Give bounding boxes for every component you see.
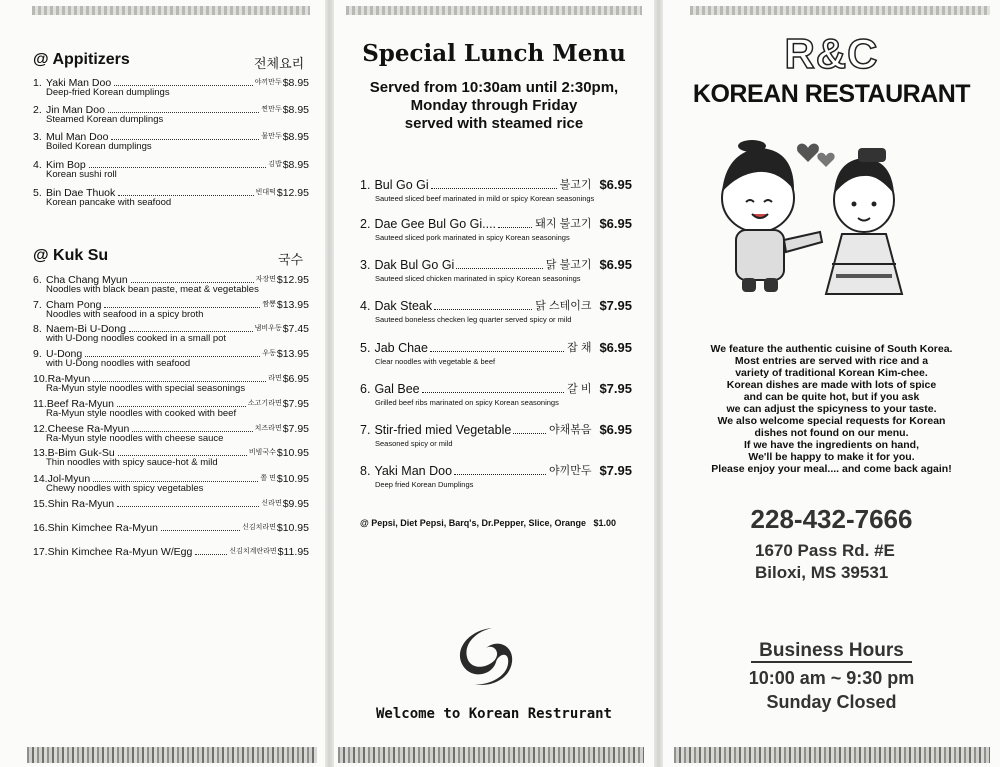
about-line: We also welcome special requests for Korean	[717, 415, 946, 427]
menu-item-number: 14.	[33, 473, 48, 485]
lunch-item-korean: 잡 채	[567, 342, 592, 354]
menu-item-korean: 라면	[268, 375, 282, 382]
menu-item-description: Chewy noodles with spicy vegetables	[46, 483, 204, 494]
menu-item-name: Cheese Ra-Myun	[47, 423, 130, 435]
menu-item-number: 17.	[33, 546, 48, 558]
heart-icon	[797, 144, 819, 162]
menu-item-price: $7.45	[282, 323, 309, 335]
menu-item-name: Shin Kimchee Ra-Myun	[47, 522, 158, 534]
leader-dots	[456, 268, 543, 269]
menu-item-price: $7.95	[282, 398, 309, 410]
address-line1: 1670 Pass Rd. #E	[755, 541, 895, 560]
leader-dots	[513, 433, 546, 434]
menu-item-description: with U-Dong noodles cooked in a small pot	[46, 333, 227, 344]
drinks-line: @ Pepsi, Diet Pepsi, Barq's, Dr.Pepper, Slice, Orange $1.00	[360, 518, 617, 528]
hours-text: 10:00 am ~ 9:30 pm	[748, 668, 915, 688]
menu-item-description: Deep-fried Korean dumplings	[46, 87, 170, 98]
menu-item-description: Ra-Myun style noodles with cooked with beef	[46, 408, 237, 419]
lunch-item-korean: 불고기	[559, 179, 592, 191]
menu-item-description: Thin noodles with spicy sauce-hot & mild	[46, 457, 218, 468]
lunch-item-number: 3.	[360, 258, 371, 272]
menu-item-number: 6.	[33, 274, 42, 286]
menu-item-price: $8.95	[282, 131, 309, 143]
fold-line-right	[654, 0, 663, 767]
menu-item-korean: 소고기라면	[247, 400, 282, 407]
lunch-subtitle	[334, 79, 654, 133]
leader-dots	[93, 481, 258, 482]
lunch-item-price: $6.95	[599, 422, 632, 437]
menu-item-price: $10.95	[276, 522, 309, 534]
leader-dots	[431, 188, 557, 189]
menu-item-number: 4.	[33, 159, 42, 171]
top-border-strip	[32, 6, 310, 15]
leader-dots	[454, 474, 546, 475]
menu-item-number: 9.	[33, 348, 42, 360]
bottom-border-strip	[27, 747, 317, 763]
menu-item-korean: 우동	[262, 350, 276, 357]
about-line: variety of traditional Korean Kim-chee.	[735, 367, 928, 379]
menu-item-name: Bin Dae Thuok	[46, 187, 116, 199]
heart-icon	[817, 153, 834, 167]
top-border-strip	[346, 6, 642, 15]
lunch-item-korean: 야채볶음	[548, 424, 592, 436]
lunch-item-korean: 갈 비	[567, 383, 592, 395]
menu-item-number: 12.	[33, 423, 48, 435]
menu-item-korean: 신김치라면	[242, 524, 276, 531]
menu-item	[33, 522, 309, 534]
about-line: If we have the ingredients on hand,	[743, 439, 920, 451]
menu-item-price: $10.95	[276, 447, 309, 459]
menu-item-price: $13.95	[276, 299, 309, 311]
leader-dots	[111, 139, 259, 140]
menu-item-name: U-Dong	[46, 348, 83, 360]
about-line: We'll be happy to make it for you.	[748, 451, 915, 463]
leader-dots	[434, 309, 532, 310]
lunch-item-price: $6.95	[599, 257, 632, 272]
lunch-item-number: 2.	[360, 217, 371, 231]
korean-couple-illustration	[708, 134, 958, 306]
lunch-item-name: Yaki Man Doo	[374, 464, 453, 478]
lunch-item-number: 5.	[360, 341, 371, 355]
closed-text: Sunday Closed	[766, 692, 897, 712]
menu-item-price: $12.95	[276, 187, 309, 199]
lunch-item-price: $6.95	[599, 216, 632, 231]
menu-item-korean: 빈대떡	[255, 189, 276, 196]
lunch-item-korean: 야끼만두	[548, 465, 592, 477]
fold-line-left	[325, 0, 334, 767]
menu-item-korean: 신김치계란라면	[229, 548, 277, 555]
lunch-item-number: 1.	[360, 178, 371, 192]
menu-item-number: 10.	[33, 373, 48, 385]
menu-item-korean: 비빔국수	[248, 449, 276, 456]
menu-item-number: 3.	[33, 131, 42, 143]
lunch-item	[360, 464, 632, 478]
about-line: dishes not found on our menu.	[754, 427, 909, 439]
lunch-item	[360, 341, 632, 355]
lunch-item-korean: 돼지 불고기	[535, 218, 592, 230]
menu-item-korean: 야끼만두	[254, 79, 282, 86]
lunch-subtitle-line: Served from 10:30am until 2:30pm,	[369, 79, 619, 96]
menu-item-korean: 자장면	[255, 276, 276, 283]
leader-dots	[422, 392, 565, 393]
lunch-item-description: Sauteed sliced pork marinated in spicy Korean seasonings	[375, 233, 570, 242]
lunch-item-description: Sauteed boneless checken leg quarter served spicy or mild	[375, 315, 572, 324]
about-line: Most entries are served with rice and a	[734, 355, 929, 367]
lunch-item	[360, 217, 632, 231]
leader-dots	[498, 227, 532, 228]
lunch-title: Special Lunch Menu	[362, 40, 626, 67]
bottom-border-strip	[338, 747, 644, 763]
menu-item-description: Ra-Myun style noodles with special seasonings	[46, 383, 246, 394]
lunch-item-korean: 닭 불고기	[545, 259, 592, 271]
menu-item	[33, 546, 309, 558]
lunch-subtitle-line: served with steamed rice	[404, 115, 584, 132]
leader-dots	[430, 351, 564, 352]
menu-item-korean: 물만두	[261, 133, 282, 140]
lunch-item-number: 6.	[360, 382, 371, 396]
lunch-item-description: Sauteed sliced chicken marinated in spicy Korean seasonings	[375, 274, 581, 283]
top-border-strip	[690, 6, 990, 15]
leader-dots	[108, 112, 259, 113]
menu-item-name: Naem-Bi U-Dong	[46, 323, 126, 335]
about-line: and can be quite hot, but if you ask	[743, 391, 920, 403]
leader-dots	[117, 506, 259, 507]
lunch-item	[360, 423, 632, 437]
menu-item-name: Kim Bop	[46, 159, 86, 171]
leader-dots	[85, 356, 260, 357]
menu-item-number: 15.	[33, 498, 48, 510]
lunch-item-description: Seasoned spicy or mild	[375, 439, 453, 448]
leader-dots	[131, 282, 254, 283]
lunch-item-name: Dak Bul Go Gi	[374, 258, 455, 272]
about-line: we can adjust the spicyness to your taste.	[726, 403, 937, 415]
leader-dots	[161, 530, 240, 531]
lunch-item	[360, 299, 632, 313]
menu-item-description: Steamed Korean dumplings	[46, 114, 164, 125]
leader-dots	[195, 554, 227, 555]
lunch-item-description: Sauteed sliced beef marinated in mild or spicy Korean seasonings	[375, 194, 595, 203]
lunch-item-price: $6.95	[599, 177, 632, 192]
leader-dots	[118, 455, 247, 456]
menu-item-description: Boiled Korean dumplings	[46, 141, 152, 152]
menu-item-name: Ra-Myun	[47, 373, 91, 385]
menu-item-name: Jol-Myun	[47, 473, 91, 485]
menu-item-korean: 쫄 면	[260, 475, 276, 482]
restaurant-name: KOREAN RESTAURANT	[692, 80, 971, 108]
menu-item-number: 16.	[33, 522, 48, 534]
menu-item-price: $11.95	[277, 546, 309, 558]
leader-dots	[132, 431, 252, 432]
lunch-item-price: $7.95	[599, 381, 632, 396]
menu-item-korean: 냄비우동	[254, 325, 282, 332]
lunch-item-price: $6.95	[599, 340, 632, 355]
lunch-item-description: Grilled beef ribs marinated on spicy Korean seasonings	[375, 398, 559, 407]
hours-title: Business Hours	[751, 640, 912, 663]
menu-item-name: Cham Pong	[46, 299, 102, 311]
menu-item-price: $10.95	[276, 473, 309, 485]
menu-item-description: Noodles with black bean paste, meat & vegetables	[46, 284, 259, 295]
about-line: Korean dishes are made with lots of spice	[726, 379, 937, 391]
lunch-item	[360, 178, 632, 192]
leader-dots	[114, 85, 252, 86]
lunch-item-price: $7.95	[599, 298, 632, 313]
lunch-item-name: Stir-fried mied Vegetable	[374, 423, 512, 437]
leader-dots	[104, 307, 260, 308]
appetizers-heading: @ Appitizers	[33, 51, 130, 68]
kuksu-korean-heading: 국수	[278, 253, 304, 268]
lunch-item	[360, 258, 632, 272]
menu-item-price: $6.95	[282, 373, 309, 385]
menu-item-korean: 김밥	[268, 161, 282, 168]
menu-item-price: $9.95	[282, 498, 309, 510]
lunch-item-name: Dak Steak	[374, 299, 433, 313]
lunch-item-name: Bul Go Gi	[374, 178, 429, 192]
menu-item-number: 11.	[33, 398, 47, 410]
menu-item-number: 13.	[33, 447, 48, 459]
menu-item-name: Cha Chang Myun	[46, 274, 128, 286]
lunch-item-korean: 닭 스테이크	[535, 300, 592, 312]
leader-dots	[118, 195, 253, 196]
leader-dots	[117, 406, 246, 407]
menu-item-description: Korean sushi roll	[46, 169, 117, 180]
about-line: We feature the authentic cuisine of South Korea.	[710, 343, 953, 355]
menu-item-price: $12.95	[276, 274, 309, 286]
menu-item-korean: 짬뽕	[262, 301, 276, 308]
menu-item-description: Ra-Myun style noodles with cheese sauce	[46, 433, 224, 444]
menu-item-description: with U-Dong noodles with seafood	[46, 358, 191, 369]
bottom-border-strip	[674, 747, 990, 763]
leader-dots	[93, 381, 266, 382]
taeguk-logo-icon	[452, 624, 524, 694]
about-line: Please enjoy your meal.... and come back again!	[711, 463, 952, 475]
menu-item-name: B-Bim Guk-Su	[47, 447, 115, 459]
lunch-item-number: 7.	[360, 423, 371, 437]
menu-item-price: $8.95	[282, 77, 309, 89]
kuksu-heading: @ Kuk Su	[33, 247, 109, 264]
menu-item-name: Yaki Man Doo	[46, 77, 112, 89]
menu-item-price: $13.95	[276, 348, 309, 360]
menu-item-name: Beef Ra-Myun	[46, 398, 114, 410]
menu-item-number: 1.	[33, 77, 42, 89]
leader-dots	[129, 331, 253, 332]
lunch-item-name: Gal Bee	[374, 382, 420, 396]
phone-number: 228-432-7666	[750, 504, 913, 534]
menu-item-price: $8.95	[282, 104, 309, 116]
menu-item-price: $7.95	[282, 423, 309, 435]
lunch-item-price: $7.95	[599, 463, 632, 478]
menu-item-korean: 신라면	[261, 500, 282, 507]
menu-item-number: 8.	[33, 323, 42, 335]
hours-heading	[663, 640, 1000, 662]
lunch-item	[360, 382, 632, 396]
address-line2: Biloxi, MS 39531	[755, 563, 889, 582]
leader-dots	[89, 167, 267, 168]
about-text	[663, 343, 1000, 475]
lunch-item-number: 4.	[360, 299, 371, 313]
menu-item-number: 7.	[33, 299, 42, 311]
menu-item-number: 5.	[33, 187, 42, 199]
menu-item-description: Noodles with seafood in a spicy broth	[46, 309, 204, 320]
lunch-item-name: Dae Gee Bul Go Gi....	[374, 217, 497, 231]
welcome-text: Welcome to Korean Restrurant	[375, 706, 612, 722]
lunch-subtitle-line: Monday through Friday	[410, 97, 578, 114]
menu-item	[33, 498, 309, 510]
lunch-item-description: Deep fried Korean Dumplings	[375, 480, 474, 489]
menu-item-korean: 찐만두	[261, 106, 282, 113]
menu-item-name: Shin Kimchee Ra-Myun W/Egg	[47, 546, 193, 558]
menu-item-price: $8.95	[282, 159, 309, 171]
menu-item-name: Shin Ra-Myun	[47, 498, 115, 510]
lunch-item-description: Clear noodles with vegetable & beef	[375, 357, 496, 366]
menu-item-name: Jin Man Doo	[46, 104, 105, 116]
menu-item-korean: 치즈라면	[254, 425, 282, 432]
menu-item-description: Korean pancake with seafood	[46, 197, 172, 208]
menu-item-name: Mul Man Doo	[46, 131, 109, 143]
lunch-item-name: Jab Chae	[374, 341, 428, 355]
menu-item-number: 2.	[33, 104, 42, 116]
lunch-item-number: 8.	[360, 464, 371, 478]
restaurant-logo: R&C	[784, 30, 879, 77]
appetizers-korean-heading: 전체요리	[254, 57, 305, 72]
